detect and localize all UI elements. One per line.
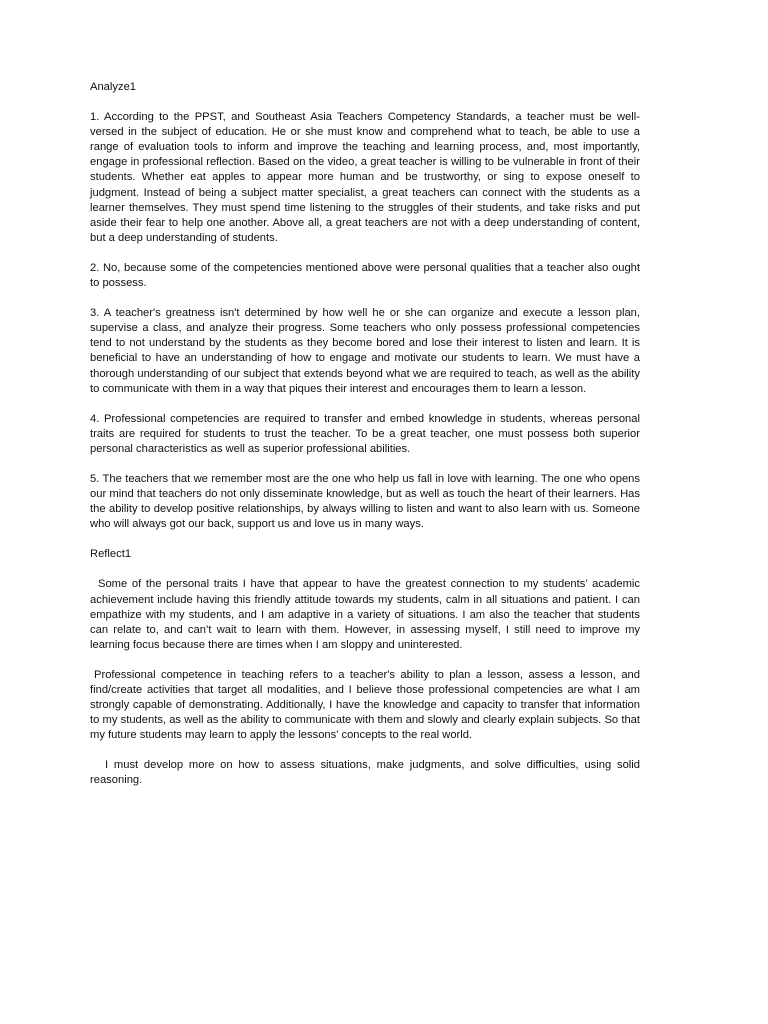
document-page — [90, 80, 640, 804]
reflect-paragraph-1: Some of the personal traits I have that appear to have the greatest connection to my students’ academic achievement include having this friendly attitude towards my students, calm in all situations and patient. I can empathize with my students, and I am adaptive in a variety of situations. I am also the teacher that students can relate to, and can’t wait to learn with them. However, in assessing myself, I still need to improve my learning focus because there are times when I am sloppy and uninterested. — [90, 578, 640, 651]
reflect-heading: Reflect1 — [90, 548, 132, 561]
analyze-answer-5: 5. The teachers that we remember most are the one who help us fall in love with learning. The one who opens our mind that teachers do not only disseminate knowledge, but as well as touch the heart of their learners. Has the ability to develop positive relationships, by always willing to listen and want to also learn with us. Someone who will always got our back, support us and love us in many ways. — [90, 472, 640, 531]
analyze-answer-2: 2. No, because some of the competencies mentioned above were personal qualities that a teacher also ought to possess. — [90, 261, 640, 290]
analyze-answer-4: 4. Professional competencies are required to transfer and embed knowledge in students, whereas personal traits are required for students to trust the teacher. To be a great teacher, one must possess both superior personal characteristics as well as superior professional abilities. — [90, 412, 640, 455]
reflect-paragraph-2: Professional competence in teaching refers to a teacher's ability to plan a lesson, assess a lesson, and find/create activities that target all modalities, and I believe those professional competencies are what I am strongly capable of demonstrating. Additionally, I have the knowledge and capacity to transfer that information to my students, as well as the ability to communicate with them and slowly and clearly explain subjects. So that my future students may learn to apply the lessons' concepts to the real world. — [90, 668, 640, 742]
analyze-answer-1: 1. According to the PPST, and Southeast Asia Teachers Competency Standards, a teacher must be well-versed in the subject of education. He or she must know and comprehend what to teach, be able to use a range of evaluation tools to inform and improve the teaching and learning process, and, most importantly, engage in professional reflection. Based on the video, a great teacher is willing to be vulnerable in front of their students. Whether eat apples to appear more human and be trustworthy, or sing to expose oneself to judgment. Instead of being a subject matter specialist, a great teachers can connect with the students as a learner themselves. They must spend time listening to the struggles of their students, and take risks and put aside their fear to help one another. Above all, a great teachers are not with a deep understanding of content, but a deep understanding of students. — [90, 111, 640, 244]
analyze-heading: Analyze1 — [90, 81, 137, 93]
reflect-paragraph-3: I must develop more on how to assess situations, make judgments, and solve difficulties, using solid reasoning. — [90, 759, 640, 787]
analyze-answer-3: 3. A teacher's greatness isn't determined by how well he or she can organize and execute a lesson plan, supervise a class, and analyze their progress. Some teachers who only possess professional competencies tend to not understand by the students as they become bored and lose their interest to listen and learn. It is beneficial to have an understanding of how to engage and motivate our students to learn. We must have a thorough understanding of our subject that extends beyond what we are required to teach, as well as the ability to communicate with them in a way that piques their interest and encourages them to learn a lesson. — [90, 307, 640, 395]
